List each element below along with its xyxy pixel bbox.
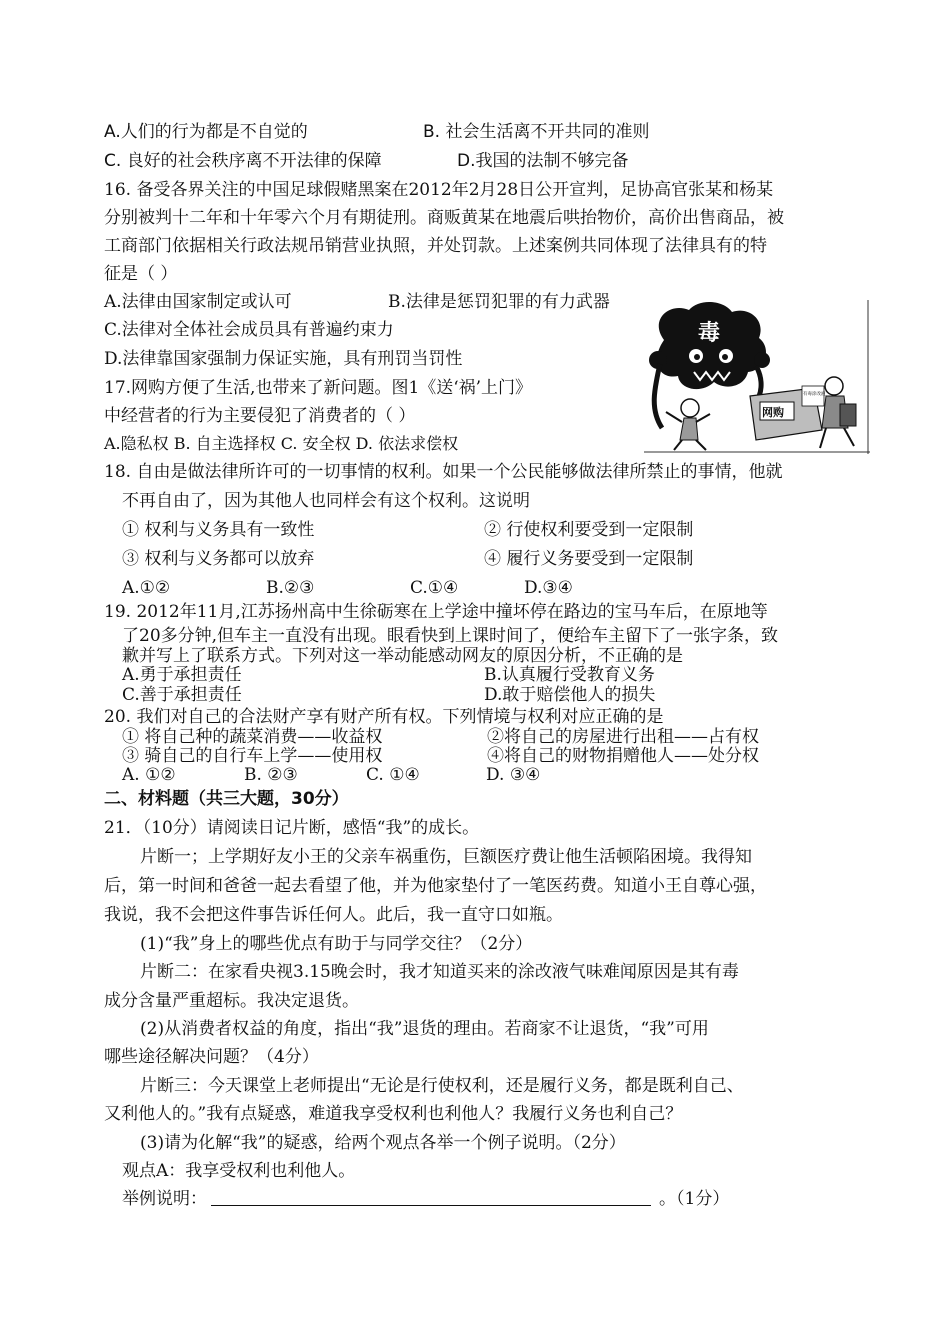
q18-stem-line: 不再自由了，因为其他人也同样会有这个权利。这说明 [122, 491, 530, 511]
example-score: 。（1分） [659, 1189, 730, 1209]
example-answer-line [122, 1187, 729, 1211]
q15-option-c: C. 良好的社会秩序离不开法律的保障 [104, 151, 382, 171]
q20-option-c: C. ①④ [366, 765, 420, 785]
q21-intro: 21．（10分）请阅读日记片断，感悟“我”的成长。 [104, 818, 480, 838]
q17-stem-line: 17.网购方便了生活,也带来了新问题。图1《送‘祸’上门》 [104, 378, 533, 398]
q21-passage-line: 后，第一时间和爸爸一起去看望了他，并为他家垫付了一笔医药费。知道小王自尊心强， [104, 876, 767, 896]
q20-statement-4: ④将自己的财物捐赠他人——处分权 [487, 746, 759, 766]
q19-stem-line: 了20多分钟,但车主一直没有出现。眼看快到上课时间了，便给车主留下了一张字条，致 [122, 626, 779, 646]
box-label: 网购 [762, 406, 784, 419]
q16-stem-line: 征是（ ） [104, 264, 178, 284]
q20-option-d: D. ③④ [486, 765, 541, 785]
poison-char: 毒 [698, 321, 721, 346]
q17-options: A.隐私权 B. 自主选择权 C. 安全权 D. 依法求偿权 [104, 434, 459, 453]
q20-statement-3: ③ 骑自己的自行车上学——使用权 [122, 746, 383, 766]
q18-option-c: C.①④ [410, 578, 459, 598]
q15-option-b: B. 社会生活离不开共同的准则 [423, 122, 650, 142]
q20-option-a: A. ①② [122, 765, 176, 785]
q15-option-a: A.人们的行为都是不自觉的 [104, 122, 308, 142]
q16-option-a: A.法律由国家制定或认可 [104, 292, 292, 312]
q19-option-d: D.敢于赔偿他人的损失 [484, 685, 656, 705]
viewpoint-a: 观点A：我享受权利也利他人。 [122, 1161, 356, 1181]
q21-subquestion-2: (2)从消费者权益的角度，指出“我”退货的理由。若商家不让退货，“我”可用 [140, 1019, 709, 1039]
q18-option-a: A.①② [122, 578, 171, 598]
q15-option-d: D.我国的法制不够完备 [457, 151, 629, 171]
q21-passage-line: 片断一；上学期好友小王的父亲车祸重伤，巨额医疗费让他生活顿陷困境。我得知 [140, 847, 752, 867]
q21-passage-line: 成分含量严重超标。我决定退货。 [104, 991, 359, 1011]
q16-stem-line: 分别被判十二年和十年零六个月有期徒刑。商贩黄某在地震后哄抬物价，高价出售商品，被 [104, 208, 784, 228]
q19-stem-line: 歉并写上了联系方式。下列对这一举动能感动网友的原因分析，不正确的是 [122, 646, 683, 666]
q21-subquestion-2-cont: 哪些途径解决问题？（4分） [104, 1047, 319, 1067]
card-text: 有毒涂改液 [803, 392, 826, 397]
q21-subquestion-1: (1)“我”身上的哪些优点有助于与同学交往？（2分） [140, 934, 533, 954]
q18-statement-3: ③ 权利与义务都可以放弃 [122, 549, 315, 569]
q19-option-a: A.勇于承担责任 [122, 665, 242, 685]
q20-stem: 20. 我们对自己的合法财产享有财产所有权。下列情境与权利对应正确的是 [104, 707, 664, 727]
q19-option-b: B.认真履行受教育义务 [484, 665, 655, 685]
q19-stem-line: 19. 2012年11月,江苏扬州高中生徐砺寒在上学途中撞坏停在路边的宝马车后，在原地等 [104, 602, 768, 622]
q21-subquestion-3: (3)请为化解“我”的疑惑，给两个观点各举一个例子说明。（2分） [140, 1133, 626, 1153]
q21-passage-line: 又利他人的。”我有点疑惑，难道我享受权利也利他人？我履行义务也利自己？ [104, 1104, 683, 1124]
q20-statement-2: ②将自己的房屋进行出租——占有权 [487, 727, 759, 747]
example-label: 举例说明： [122, 1189, 207, 1209]
section-heading: 二、材料题（共三大题，30分） [104, 789, 349, 809]
q16-stem-line: 工商部门依据相关行政法规吊销营业执照，并处罚款。上述案例共同体现了法律具有的特 [104, 236, 767, 256]
cartoon-figure [644, 300, 870, 454]
q19-option-c: C.善于承担责任 [122, 685, 242, 705]
q18-statement-1: ① 权利与义务具有一致性 [122, 520, 315, 540]
q16-option-d: D.法律靠国家强制力保证实施，具有刑罚当罚性 [104, 349, 463, 369]
q18-option-b: B.②③ [266, 578, 315, 598]
q21-passage-line: 我说，我不会把这件事告诉任何人。此后，我一直守口如瓶。 [104, 905, 563, 925]
q16-stem-line: 16. 备受各界关注的中国足球假赌黑案在2012年2月28日公开宣判，足协高官张某和杨某 [104, 180, 774, 200]
q18-statement-4: ④ 履行义务要受到一定限制 [484, 549, 694, 569]
q16-option-c: C.法律对全体社会成员具有普遍约束力 [104, 320, 394, 340]
q18-statement-2: ② 行使权利要受到一定限制 [484, 520, 694, 540]
q21-passage-line: 片断三：今天课堂上老师提出“无论是行使权利，还是履行义务，都是既利自己、 [140, 1076, 744, 1096]
q18-stem-line: 18. 自由是做法律所许可的一切事情的权利。如果一个公民能够做法律所禁止的事情，他就 [104, 462, 783, 482]
q18-option-d: D.③④ [524, 578, 573, 598]
q20-statement-1: ① 将自己种的蔬菜消费——收益权 [122, 727, 383, 747]
q16-option-b: B.法律是惩罚犯罪的有力武器 [388, 292, 610, 312]
answer-blank[interactable] [211, 1187, 651, 1206]
q17-stem-line: 中经营者的行为主要侵犯了消费者的（ ） [104, 406, 416, 426]
q20-option-b: B. ②③ [244, 765, 298, 785]
q21-passage-line: 片断二：在家看央视3.15晚会时，我才知道买来的涂改液气味难闻原因是其有毒 [140, 962, 739, 982]
